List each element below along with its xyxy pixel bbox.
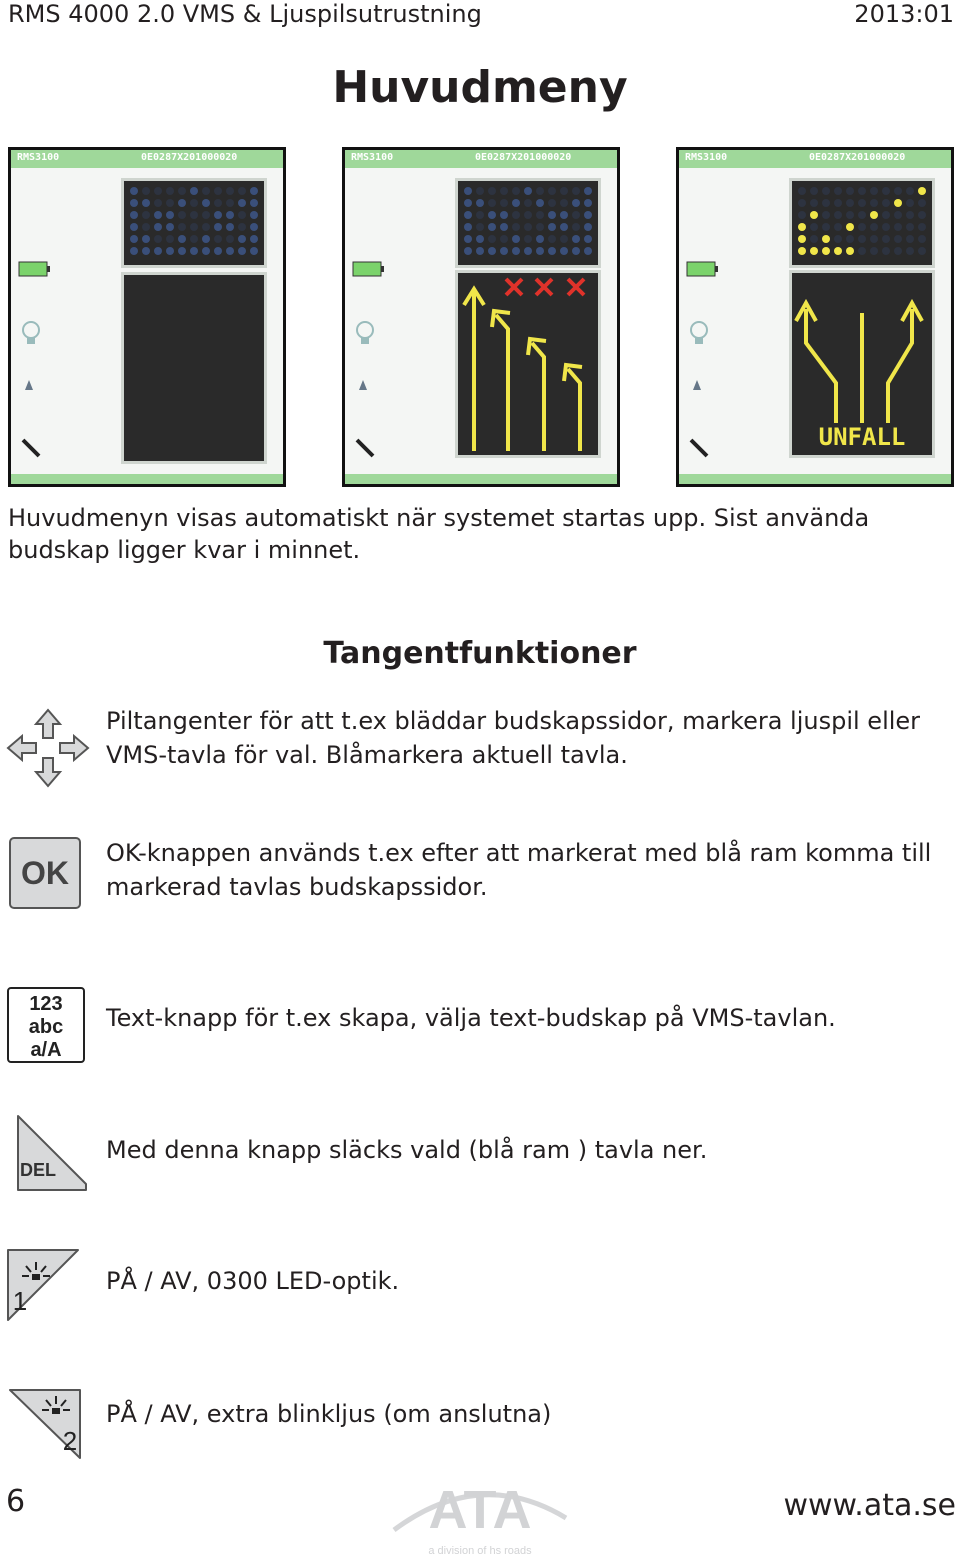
del-key-text: Med denna knapp släcks vald (blå ram ) tavla ner. [106,1136,708,1164]
led-dot [142,235,150,243]
led-dot [500,223,508,231]
ok-key-label: OK [21,855,69,891]
led-dot [142,187,150,195]
led-dot [906,199,914,207]
led-dot [536,211,544,219]
led-dot [798,199,806,207]
led-dot [226,211,234,219]
led-dot [560,223,568,231]
screen-id: 0E0287X201000020 [475,152,572,163]
led-dot [488,247,496,255]
led-dot [918,199,926,207]
led-dot [130,211,138,219]
led-dot [524,211,532,219]
ata-logo [390,1470,570,1558]
led-optic-key-text: PÅ / AV, 0300 LED-optik. [106,1267,400,1295]
led-dot [906,247,914,255]
text-key-text: Text-knapp för t.ex skapa, välja text-budskap på VMS-tavlan. [106,1004,836,1032]
led-dot [822,235,830,243]
led-dot [214,211,222,219]
text-key-line-1: 123 [29,993,63,1015]
led-dot [512,187,520,195]
led-dot [834,235,842,243]
led-dot [488,235,496,243]
led-dot [178,235,186,243]
led-dot [202,187,210,195]
led-dot [882,223,890,231]
led-dot [190,211,198,219]
led-dot [214,187,222,195]
screenshot-3 [676,147,954,487]
led-dot [846,211,854,219]
led-optic-key-icon [6,1248,82,1322]
led-dot [858,223,866,231]
led-dot [834,187,842,195]
led-dot [870,211,878,219]
led-dot [166,187,174,195]
led-dot [798,235,806,243]
screenshot-1 [8,147,286,487]
led-dot [894,223,902,231]
led-dot [834,247,842,255]
led-dot [584,187,592,195]
led-dot [560,199,568,207]
led-dot [572,199,580,207]
screen-label: RMS3100 [351,152,394,163]
led-dot [154,187,162,195]
led-dot [798,247,806,255]
led-dot [488,187,496,195]
led-dot [560,211,568,219]
led-dot [524,199,532,207]
led-dot [572,223,580,231]
led-dot [464,247,472,255]
led-dot [130,247,138,255]
led-dot [906,211,914,219]
intro-text: Huvudmenyn visas automatiskt när systemet startas upp. Sist använda budskap ligger kvar i minnet. [8,504,870,564]
led-dot [476,235,484,243]
led-dot [524,235,532,243]
flash-key-number: 2 [62,1426,78,1456]
header-date: 2013:01 [854,0,954,28]
led-dot [536,223,544,231]
led-dot [918,211,926,219]
led-key-number: 1 [12,1286,28,1316]
led-dot [130,187,138,195]
led-dot [810,211,818,219]
led-dot [894,247,902,255]
led-dot [166,235,174,243]
merge-arrows-graphic [792,273,932,455]
led-dot [154,211,162,219]
led-dot [846,187,854,195]
led-dot [548,235,556,243]
led-dot [226,199,234,207]
section-title: Tangentfunktioner [323,636,637,671]
led-dot [202,247,210,255]
led-dot [810,223,818,231]
header-document-title: RMS 4000 2.0 VMS & Ljuspilsutrustning [8,0,482,28]
led-dot [882,187,890,195]
led-dot [154,235,162,243]
led-dot [906,187,914,195]
led-dot [500,199,508,207]
led-dot [488,223,496,231]
led-dot [918,235,926,243]
page-title: Huvudmeny [332,62,628,113]
led-dot [536,187,544,195]
led-dot [512,235,520,243]
led-dot [572,235,580,243]
led-dot [226,235,234,243]
led-dot [536,235,544,243]
vms-bottom-panel [121,272,267,464]
led-dot [202,199,210,207]
led-dot [202,211,210,219]
led-dot [130,199,138,207]
led-dot [238,235,246,243]
led-dot [870,235,878,243]
flash-light-key-icon [8,1388,84,1460]
led-dot [894,211,902,219]
led-dot [214,199,222,207]
led-dot [572,211,580,219]
led-dot [190,223,198,231]
lane-arrows-graphic [458,273,598,455]
led-dot [464,223,472,231]
led-dot [870,247,878,255]
led-dot [870,223,878,231]
led-dot [178,199,186,207]
led-dot [476,211,484,219]
led-dot [822,187,830,195]
led-dot [214,235,222,243]
led-dot [918,187,926,195]
led-dot [142,211,150,219]
led-dot [166,223,174,231]
led-dot [130,235,138,243]
led-dot [870,187,878,195]
led-dot [906,235,914,243]
led-dot [190,247,198,255]
screen-id: 0E0287X201000020 [141,152,238,163]
led-dot [464,211,472,219]
text-key-icon [6,986,86,1064]
led-dot [250,199,258,207]
led-dot [858,235,866,243]
led-dot [548,223,556,231]
led-dot [202,223,210,231]
ok-key-text: OK-knappen används t.ex efter att markerat med blå ram komma till markerad tavlas budskapssidor. [106,839,932,901]
led-dot [250,187,258,195]
led-dot [238,187,246,195]
led-dot [810,187,818,195]
led-dot [190,199,198,207]
led-dot [488,211,496,219]
led-dot [500,235,508,243]
led-dot [142,223,150,231]
led-dot [524,187,532,195]
led-dot [214,247,222,255]
led-dot [798,211,806,219]
led-dot [190,187,198,195]
led-dot [154,223,162,231]
led-dot [536,247,544,255]
led-dot [870,199,878,207]
led-dot [142,247,150,255]
led-dot [834,223,842,231]
led-dot [166,211,174,219]
led-dot [822,223,830,231]
logo-subtext: a division of hs roads [428,1545,532,1557]
screen-id: 0E0287X201000020 [809,152,906,163]
flash-light-key-text: PÅ / AV, extra blinkljus (om anslutna) [106,1400,552,1428]
led-dot [810,235,818,243]
led-dot [250,235,258,243]
del-key-icon [16,1114,88,1192]
led-dot [536,199,544,207]
website-url[interactable]: www.ata.se [783,1488,956,1523]
led-dot [548,187,556,195]
led-dot [512,247,520,255]
led-dot [226,247,234,255]
led-dot [190,235,198,243]
side-icons [17,250,57,480]
side-icons [685,250,725,480]
led-dot [560,235,568,243]
led-dot [548,211,556,219]
led-dot [882,247,890,255]
led-dot [238,223,246,231]
led-dot [858,247,866,255]
side-icons [351,250,391,480]
led-dot [584,235,592,243]
led-dot [154,247,162,255]
led-dot [476,247,484,255]
led-dot [584,199,592,207]
led-dot [238,211,246,219]
led-dot [584,211,592,219]
led-dot [572,187,580,195]
arrow-keys-text: Piltangenter för att t.ex bläddar budskapssidor, markera ljuspil eller VMS-tavla för val. Blåmarkera aktuell tavla. [106,707,921,769]
led-dot [250,223,258,231]
led-dot [918,223,926,231]
led-dot [798,187,806,195]
led-dot [524,247,532,255]
led-dot [154,199,162,207]
led-dot [238,247,246,255]
blue-led-pattern [124,181,264,265]
led-dot [178,223,186,231]
led-dot [858,187,866,195]
arrow-keys-icon [6,708,90,788]
led-dot [882,235,890,243]
led-dot [810,247,818,255]
led-dot [846,247,854,255]
text-key-line-2: abc [28,1016,64,1038]
led-dot [512,199,520,207]
led-dot [906,223,914,231]
led-dot [166,247,174,255]
led-dot [476,223,484,231]
led-dot [476,199,484,207]
led-dot [476,187,484,195]
led-dot [464,235,472,243]
led-dot [548,199,556,207]
del-key-label: DEL [20,1160,56,1180]
led-dot [572,247,580,255]
yellow-arrow-led-pattern [792,181,932,265]
led-dot [822,247,830,255]
led-dot [488,199,496,207]
led-dot [226,223,234,231]
led-dot [130,223,138,231]
screen-label: RMS3100 [17,152,60,163]
led-dot [202,235,210,243]
led-dot [560,247,568,255]
page-number: 6 [6,1484,26,1519]
led-dot [834,199,842,207]
led-dot [858,211,866,219]
sign-text: UNFALL [818,423,906,451]
led-dot [894,187,902,195]
led-dot [560,187,568,195]
text-key-line-3: a/A [30,1039,62,1061]
led-dot [500,247,508,255]
blue-led-pattern [458,181,598,265]
led-dot [584,247,592,255]
led-dot [548,247,556,255]
led-dot [250,211,258,219]
logo-text: ATA [428,1480,532,1540]
led-dot [918,247,926,255]
led-dot [846,199,854,207]
led-dot [226,187,234,195]
screenshot-2 [342,147,620,487]
ok-key-icon [8,836,82,910]
led-dot [250,247,258,255]
led-dot [846,223,854,231]
led-dot [500,187,508,195]
led-dot [810,199,818,207]
led-dot [178,211,186,219]
led-dot [464,187,472,195]
led-dot [882,211,890,219]
led-dot [142,199,150,207]
led-dot [834,211,842,219]
led-dot [512,211,520,219]
led-dot [166,199,174,207]
led-dot [822,199,830,207]
led-dot [500,211,508,219]
led-dot [894,235,902,243]
led-dot [858,199,866,207]
led-dot [464,199,472,207]
led-dot [238,199,246,207]
led-dot [894,199,902,207]
led-dot [822,211,830,219]
led-dot [798,223,806,231]
led-dot [178,247,186,255]
led-dot [584,223,592,231]
led-dot [846,235,854,243]
screen-label: RMS3100 [685,152,728,163]
led-dot [178,187,186,195]
led-dot [214,223,222,231]
led-dot [524,223,532,231]
led-dot [512,223,520,231]
led-dot [882,199,890,207]
